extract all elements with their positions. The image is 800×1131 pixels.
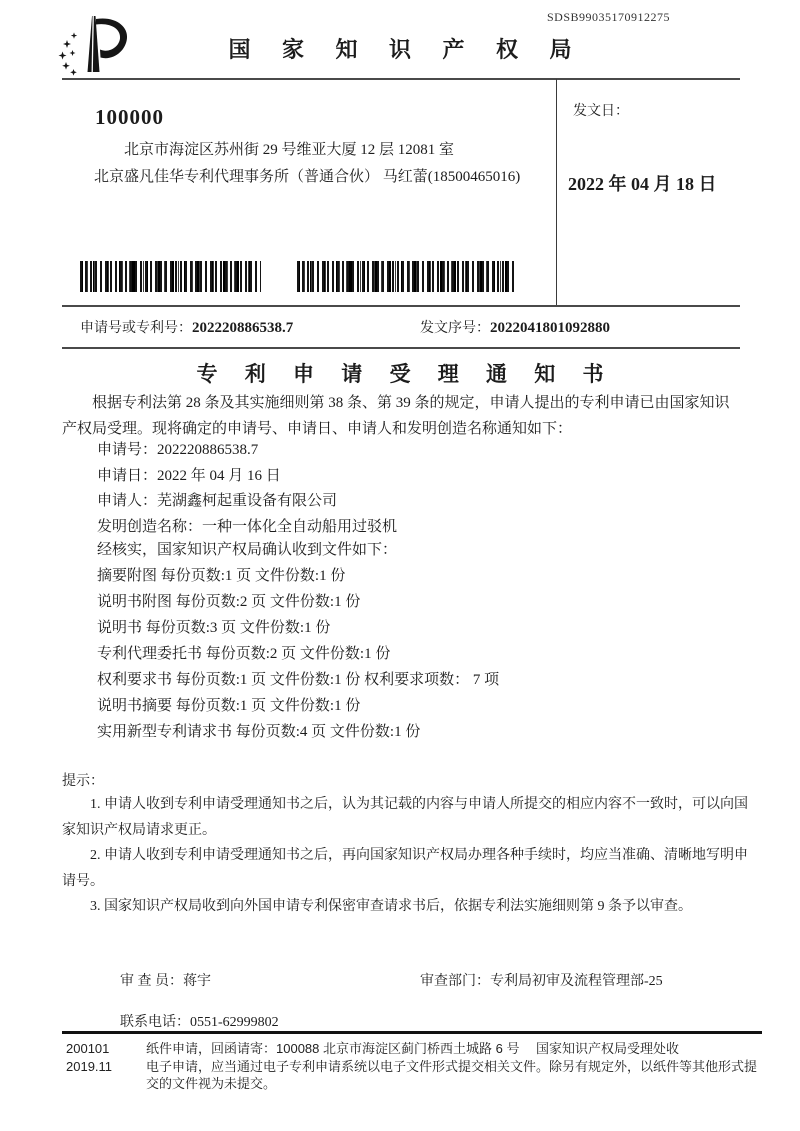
field-applicant: 申请人：芜湖鑫柯起重设备有限公司: [97, 493, 338, 509]
application-number-row: [80, 317, 293, 337]
recipient-postcode: 100000: [95, 105, 164, 129]
examining-department-row: [420, 970, 663, 990]
tips-list: [62, 792, 752, 920]
document-item: 实用新型专利请求书 每份页数:4 页 文件份数:1 份: [97, 724, 421, 740]
examiner-name-value: 蒋宇: [183, 974, 211, 989]
barcode-dispatch-number: [297, 261, 514, 292]
contact-phone-row: [120, 1011, 279, 1031]
received-documents-intro: 经核实，国家知识产权局确认收到文件如下：: [97, 542, 398, 558]
application-number-label: 申请号或专利号：: [80, 321, 192, 336]
notice-intro-paragraph: 根据专利法第 28 条及其实施细则第 38 条、第 39 条的规定，申请人提出的专利申请已由国家知识产权局受理。现将确定的申请号、申请日、申请人和发明创造名称通知如下：: [62, 395, 730, 437]
document-item: 说明书附图 每份页数:2 页 文件份数:1 份: [97, 594, 361, 610]
footer-rule: [62, 1031, 762, 1034]
issuing-authority-title: 国 家 知 识 产 权 局: [228, 37, 585, 62]
dispatch-date-value: 2022 年 04 月 18 日: [568, 174, 717, 194]
document-item: 说明书 每份页数:3 页 文件份数:1 份: [97, 620, 331, 636]
dispatch-number-value: 2022041801092880: [490, 320, 610, 336]
dispatch-date-label: 发文日：: [573, 104, 629, 119]
field-filing-date: 申请日：2022 年 04 月 16 日: [97, 467, 281, 484]
tip-item-2: 2. 申请人收到专利申请受理通知书之后，再向国家知识产权局办理各种手续时，均应当准确、清晰地写明申请号。: [62, 848, 748, 889]
examiner-label: 审 查 员：: [120, 974, 183, 989]
application-number-value: 202220886538.7: [192, 320, 294, 336]
notice-title: 专 利 申 请 受 理 通 知 书: [196, 362, 615, 386]
dispatch-number-label: 发文序号：: [420, 321, 490, 336]
header-rule: [62, 78, 740, 80]
field-application-number: 申请号：202220886538.7: [97, 442, 259, 458]
footer-electronic-filing-note: 电子申请，应当通过电子专利申请系统以电子文件形式提交相关文件。除另有规定外，以纸件等其他形式提交的文件视为未提交。: [146, 1058, 758, 1091]
footer-paper-filing-note: 纸件申请，回函请寄：100088 北京市海淀区蓟门桥西土城路 6 号 国家知识产权局受理处收: [146, 1041, 680, 1056]
recipient-address: 北京市海淀区苏州街 29 号维亚大厦 12 层 12081 室: [124, 142, 455, 158]
document-item: 说明书摘要 每份页数:1 页 文件份数:1 份: [97, 698, 361, 714]
examiner-row: [120, 970, 211, 990]
department-label: 审查部门：: [420, 974, 490, 989]
form-code: 200101: [66, 1041, 110, 1056]
document-item: 权利要求书 每份页数:1 页 文件份数:1 份 权利要求项数： 7 项: [97, 672, 500, 688]
section-rule-bottom: [62, 347, 740, 349]
application-fields: [97, 438, 737, 540]
footer-notes: [66, 1040, 766, 1093]
section-rule-top: [62, 305, 740, 307]
document-serial-number: SDSB99035170912275: [547, 10, 671, 24]
tip-item-3: 3. 国家知识产权局收到向外国申请专利保密审查请求书后，依据专利法实施细则第 9 条予以审查。: [90, 899, 692, 914]
tip-item-1: 1. 申请人收到专利申请受理通知书之后，认为其记载的内容与申请人所提交的相应内容不一致时，可以向国家知识产权局请求更正。: [62, 797, 748, 838]
phone-value: 0551-62999802: [190, 1015, 279, 1030]
footer-row-paper: [66, 1040, 766, 1058]
recipient-agency-contact: 北京盛凡佳华专利代理事务所（普通合伙） 马红蕾(18500465016): [94, 169, 521, 185]
dispatch-number-row: [420, 317, 610, 337]
department-value: 专利局初审及流程管理部-25: [490, 974, 663, 989]
barcode-application-number: [80, 261, 261, 292]
document-item: 摘要附图 每份页数:1 页 文件份数:1 份: [97, 568, 346, 584]
field-invention-title: 发明创造名称：一种一体化全自动船用过驳机: [97, 518, 398, 535]
footer-row-electronic: [66, 1058, 766, 1093]
tips-heading: 提示：: [62, 774, 104, 789]
received-documents-list: [97, 537, 737, 745]
form-version: 2019.11: [66, 1058, 113, 1074]
dispatch-box-divider: [556, 79, 557, 305]
document-item: 专利代理委托书 每份页数:2 页 文件份数:1 份: [97, 646, 391, 662]
phone-label: 联系电话：: [120, 1015, 190, 1030]
